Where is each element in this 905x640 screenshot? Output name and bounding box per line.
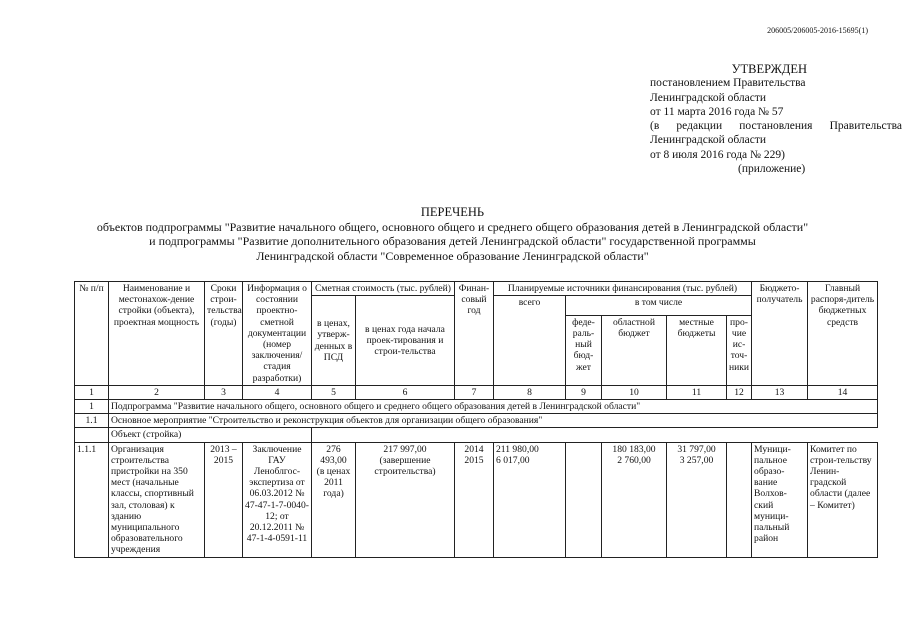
- col-number: 4: [243, 385, 312, 399]
- object-label: Объект (стройка): [109, 428, 312, 442]
- document-id: 206005/206005-2016-15695(1): [767, 26, 868, 35]
- document-title: [0, 205, 905, 263]
- row-total: [494, 442, 566, 557]
- section-row: [75, 414, 878, 428]
- approval-line: Ленинградской области: [650, 91, 767, 104]
- approval-line: (в редакции постановления Правительства: [650, 120, 902, 133]
- header-regional: областной бюджет: [602, 315, 667, 385]
- row-info: Заключение ГАУ Леноблгос-экспертиза от 06.03.2012 № 47-47-1-7-0040-12; от 20.12.2011 № 47-1-4-0591-11: [243, 442, 312, 557]
- row-regional: [602, 442, 667, 557]
- objects-table: [74, 281, 878, 558]
- cost-start-note: (завершение строительства): [374, 454, 436, 478]
- empty-cell: [312, 428, 878, 442]
- col-number: 9: [566, 385, 602, 399]
- regional-value: 2 760,00: [617, 454, 651, 466]
- header-cost: Сметная стоимость (тыс. рублей): [312, 282, 455, 296]
- section-row: [75, 400, 878, 414]
- section-title: Подпрограмма "Развитие начального общего, основного общего и среднего общего образования детей в Ленинградской области": [109, 400, 878, 414]
- header-info: Информация о состоянии проектно-сметной документации (номер заключения/ стадия разработки): [243, 282, 312, 386]
- approval-block: [650, 62, 902, 176]
- col-number: 14: [808, 385, 878, 399]
- local-value: 3 257,00: [679, 454, 714, 466]
- header-cost-psd: в ценах, утверж-денных в ПСД: [312, 296, 356, 386]
- col-number: 11: [667, 385, 727, 399]
- total-value: 211 980,00: [496, 443, 539, 455]
- header-manager: Главный распоря-дитель бюджетных средств: [808, 282, 878, 386]
- header-fin-year: Финан-совый год: [455, 282, 494, 386]
- column-numbers-row: [75, 385, 878, 399]
- col-number: 1: [75, 385, 109, 399]
- cost-psd-value: 276 493,00: [320, 443, 347, 466]
- approval-line: от 8 июля 2016 года № 229): [650, 148, 785, 161]
- header-other: про-чие ис-точ-ники: [727, 315, 752, 385]
- cost-start-value: 217 997,00: [383, 443, 427, 455]
- row-local: [667, 442, 727, 557]
- header-planned: Планируемые источники финансирования (тыс. рублей): [494, 282, 752, 296]
- title-line: Ленинградской области "Современное образование Ленинградской области": [256, 248, 649, 263]
- header-incl: в том числе: [566, 296, 752, 316]
- cost-psd-note: (в ценах 2011 года): [316, 466, 351, 500]
- total-value: 6 017,00: [496, 454, 530, 466]
- local-value: 31 797,00: [677, 443, 716, 455]
- fin-year-value: 2014: [464, 443, 484, 455]
- section-num: 1.1: [75, 414, 109, 428]
- section-num: 1: [75, 400, 109, 414]
- approval-line: Ленинградской области: [650, 134, 767, 147]
- empty-cell: [75, 428, 109, 442]
- row-federal: [566, 442, 602, 557]
- header-federal: феде-раль-ный бюд-жет: [566, 315, 602, 385]
- row-name: Организация строительства пристройки на 350 мест (начальные классы, спортивный зал, столовая) к зданию муниципального образовательного учреждения: [109, 442, 205, 557]
- header-total: всего: [494, 296, 566, 386]
- approval-line: постановлением Правительства: [650, 77, 806, 90]
- header-recipient: Бюджето-получатель: [752, 282, 808, 386]
- appendix-label: (приложение): [738, 163, 806, 176]
- approval-heading: УТВЕРЖДЕН: [731, 62, 807, 76]
- regional-value: 180 183,00: [612, 443, 656, 455]
- col-number: 6: [356, 385, 455, 399]
- object-label-row: [75, 428, 878, 442]
- fin-year-value: 2015: [464, 454, 484, 466]
- header-name: Наименование и местонахож-дение стройки (объекта), проектная мощность: [109, 282, 205, 386]
- col-number: 2: [109, 385, 205, 399]
- row-fin-year: [455, 442, 494, 557]
- header-row: [75, 282, 878, 296]
- row-other: [727, 442, 752, 557]
- approval-line: от 11 марта 2016 года № 57: [650, 105, 784, 118]
- title-line: и подпрограммы "Развитие дополнительного образования детей Ленинградской области" государственной программы: [149, 234, 756, 249]
- row-recipient: Муници-пальное образо-вание Волхов-ский муници-пальный район: [752, 442, 808, 557]
- header-local: местные бюджеты: [667, 315, 727, 385]
- header-terms: Сроки строи-тельства (годы): [205, 282, 243, 386]
- col-number: 13: [752, 385, 808, 399]
- col-number: 3: [205, 385, 243, 399]
- row-cost-start: [356, 442, 455, 557]
- table-row: [75, 442, 878, 557]
- row-cost-psd: [312, 442, 356, 557]
- col-number: 5: [312, 385, 356, 399]
- col-number: 8: [494, 385, 566, 399]
- title-heading: ПЕРЕЧЕНЬ: [420, 205, 485, 219]
- row-terms: 2013 – 2015: [205, 442, 243, 557]
- row-num: 1.1.1: [75, 442, 109, 557]
- col-number: 7: [455, 385, 494, 399]
- header-cost-start: в ценах года начала проек-тирования и строи-тельства: [356, 296, 455, 386]
- title-line: объектов подпрограммы "Развитие начального общего, основного общего и среднего общего образования детей в Ленинградской области": [96, 219, 809, 234]
- section-title: Основное мероприятие "Строительство и реконструкция объектов для организации общего образования": [109, 414, 878, 428]
- row-manager: Комитет по строи-тельству Ленин-градской области (далее – Комитет): [808, 442, 878, 557]
- header-num: № п/п: [75, 282, 109, 386]
- col-number: 10: [602, 385, 667, 399]
- col-number: 12: [727, 385, 752, 399]
